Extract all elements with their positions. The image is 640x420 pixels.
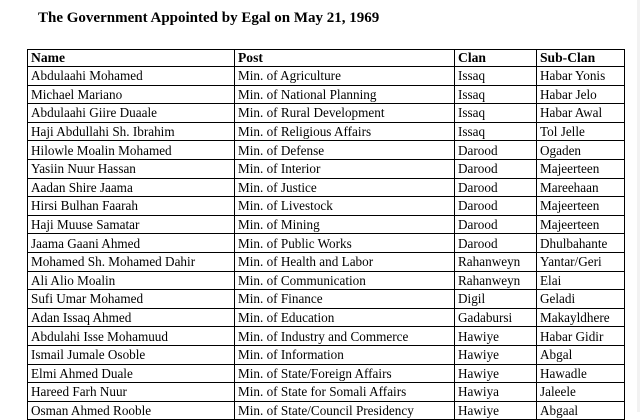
cell-sub-clan: Majeerteen [537,197,625,216]
cell-post: Min. of National Planning [235,85,455,104]
table-row [28,234,625,253]
table-row [28,383,625,402]
table-row [28,271,625,290]
header-clan: Clan [455,50,537,67]
cell-post: Min. of Interior [235,159,455,178]
cell-post: Min. of State/Council Presidency [235,401,455,420]
table-row [28,401,625,420]
cell-name: Ismail Jumale Osoble [28,345,235,364]
cell-sub-clan: Elai [537,271,625,290]
cell-clan: Darood [455,197,537,216]
cell-sub-clan: Abgal [537,345,625,364]
cell-clan: Darood [455,178,537,197]
cell-name: Adan Issaq Ahmed [28,308,235,327]
cell-sub-clan: Majeerteen [537,215,625,234]
cell-name: Yasiin Nuur Hassan [28,159,235,178]
table-row [28,364,625,383]
table-row [28,252,625,271]
table-row [28,159,625,178]
cell-post: Min. of Agriculture [235,67,455,86]
cell-name: Abdulaahi Mohamed [28,67,235,86]
cell-clan: Darood [455,234,537,253]
cell-clan: Hawiye [455,345,537,364]
table-row [28,327,625,346]
cell-clan: Issaq [455,85,537,104]
table-row [28,345,625,364]
table-row [28,104,625,123]
cell-name: Michael Mariano [28,85,235,104]
table-body [28,67,625,420]
cell-clan: Issaq [455,122,537,141]
table-row [28,308,625,327]
table-row [28,85,625,104]
table-header-row [28,50,625,67]
header-sub-clan: Sub-Clan [537,50,625,67]
cell-clan: Digil [455,290,537,309]
cell-name: Haji Muuse Samatar [28,215,235,234]
cell-clan: Hawiye [455,364,537,383]
cell-clan: Rahanweyn [455,271,537,290]
cell-sub-clan: Makayldhere [537,308,625,327]
cell-post: Min. of Justice [235,178,455,197]
table-row [28,67,625,86]
cell-name: Mohamed Sh. Mohamed Dahir [28,252,235,271]
cell-name: Abdulahi Isse Mohamuud [28,327,235,346]
cell-clan: Hawiye [455,327,537,346]
cell-name: Aadan Shire Jaama [28,178,235,197]
cell-name: Elmi Ahmed Duale [28,364,235,383]
table-row [28,215,625,234]
cell-name: Haji Abdullahi Sh. Ibrahim [28,122,235,141]
cell-post: Min. of Rural Development [235,104,455,123]
cell-clan: Hawiya [455,383,537,402]
table-row [28,290,625,309]
cell-clan: Issaq [455,67,537,86]
cell-name: Hilowle Moalin Mohamed [28,141,235,160]
cell-sub-clan: Ogaden [537,141,625,160]
table-row [28,141,625,160]
cell-post: Min. of Information [235,345,455,364]
cell-name: Sufi Umar Mohamed [28,290,235,309]
cell-sub-clan: Hawadle [537,364,625,383]
cell-sub-clan: Geladi [537,290,625,309]
cell-post: Min. of Public Works [235,234,455,253]
header-name: Name [28,50,235,67]
cell-post: Min. of Industry and Commerce [235,327,455,346]
cell-clan: Darood [455,141,537,160]
cell-sub-clan: Habar Gidir [537,327,625,346]
cell-clan: Gadabursi [455,308,537,327]
cell-post: Min. of Education [235,308,455,327]
header-post: Post [235,50,455,67]
document-title: The Government Appointed by Egal on May 21, 1969 [38,10,380,26]
cell-post: Min. of State for Somali Affairs [235,383,455,402]
cell-name: Ali Alio Moalin [28,271,235,290]
cell-sub-clan: Majeerteen [537,159,625,178]
cell-name: Abdulaahi Giire Duaale [28,104,235,123]
cell-post: Min. of Health and Labor [235,252,455,271]
cell-sub-clan: Habar Awal [537,104,625,123]
cell-post: Min. of State/Foreign Affairs [235,364,455,383]
cell-sub-clan: Mareehaan [537,178,625,197]
cell-sub-clan: Jaleele [537,383,625,402]
cell-name: Hareed Farh Nuur [28,383,235,402]
cell-sub-clan: Tol Jelle [537,122,625,141]
table-row [28,197,625,216]
cell-name: Osman Ahmed Rooble [28,401,235,420]
cell-post: Min. of Livestock [235,197,455,216]
table-row [28,122,625,141]
cell-post: Min. of Communication [235,271,455,290]
cell-post: Min. of Finance [235,290,455,309]
cell-clan: Darood [455,215,537,234]
cell-clan: Darood [455,159,537,178]
government-table [27,49,625,420]
cell-sub-clan: Abgaal [537,401,625,420]
cell-clan: Rahanweyn [455,252,537,271]
cell-sub-clan: Habar Jelo [537,85,625,104]
cell-name: Jaama Gaani Ahmed [28,234,235,253]
cell-sub-clan: Dhulbahante [537,234,625,253]
cell-name: Hirsi Bulhan Faarah [28,197,235,216]
cell-post: Min. of Religious Affairs [235,122,455,141]
table-row [28,178,625,197]
cell-post: Min. of Defense [235,141,455,160]
cell-clan: Hawiye [455,401,537,420]
cell-post: Min. of Mining [235,215,455,234]
cell-clan: Issaq [455,104,537,123]
cell-sub-clan: Yantar/Geri [537,252,625,271]
cell-sub-clan: Habar Yonis [537,67,625,86]
